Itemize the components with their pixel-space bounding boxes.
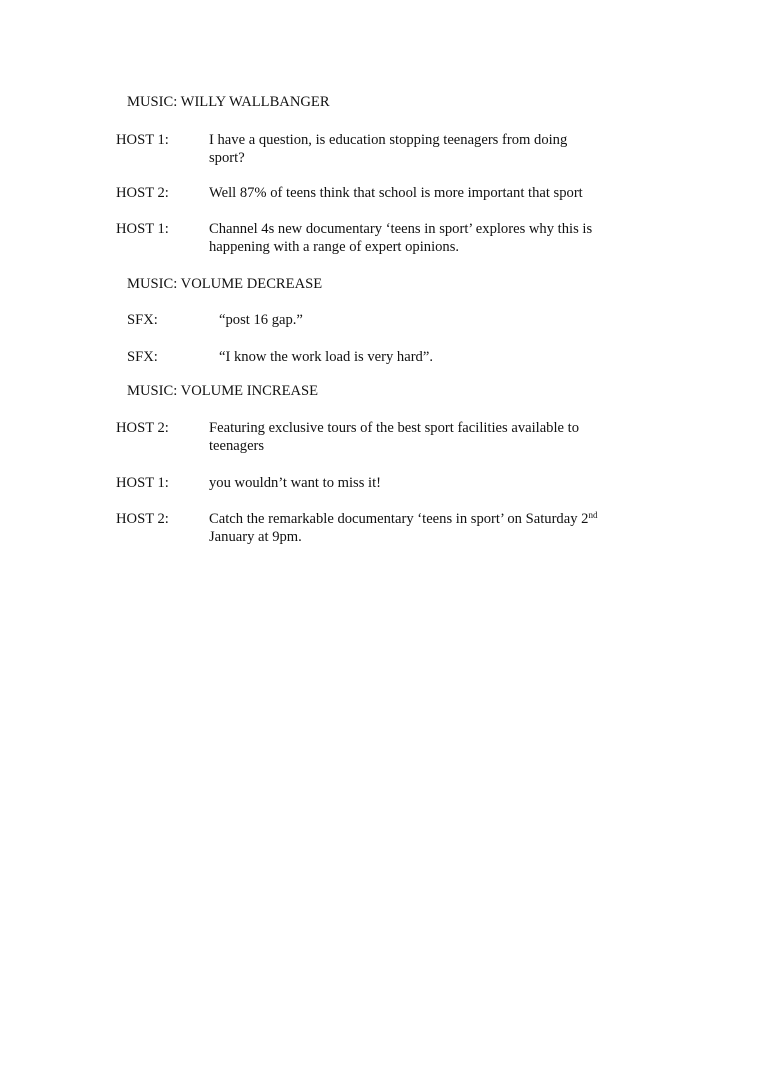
dialogue-text [209,131,567,167]
sfx-label: SFX: [127,349,158,365]
sfx-line-text: “I know the work load is very hard”. [219,349,433,365]
dialogue-line: Well 87% of teens think that school is more important that sport [209,185,583,201]
dialogue-line: Featuring exclusive tours of the best sport facilities available to [209,420,580,436]
dialogue-text [209,220,592,256]
dialogue-text [209,184,583,202]
cue-text: MUSIC: VOLUME INCREASE [127,383,319,399]
sfx-text [219,348,433,366]
cue-text: MUSIC: VOLUME DECREASE [127,276,323,292]
dialogue-text [209,510,597,546]
speaker-label: HOST 2: [116,185,169,201]
dialogue-text [209,419,579,455]
sfx-label: SFX: [127,312,158,328]
dialogue-line: January at 9pm. [209,529,302,545]
sfx-line-text: “post 16 gap.” [219,312,303,328]
dialogue-line: happening with a range of expert opinions. [209,239,460,255]
dialogue-line [209,510,597,528]
dialogue-line: you wouldn’t want to miss it! [209,475,382,491]
dialogue-line: sport? [209,150,245,166]
dialogue-text [209,474,381,492]
dialogue-line-text: Catch the remarkable documentary ‘teens in sport’ on Saturday 2 [209,511,589,527]
speaker-label: HOST 2: [116,511,169,527]
ordinal-suffix: nd [588,510,598,520]
dialogue-line: teenagers [209,438,265,454]
speaker-label: HOST 1: [116,221,169,237]
dialogue-line: I have a question, is education stopping teenagers from doing [209,132,568,148]
speaker-label: HOST 1: [116,132,169,148]
sfx-text [219,311,303,329]
speaker-label: HOST 1: [116,475,169,491]
speaker-label: HOST 2: [116,420,169,436]
cue-text: MUSIC: WILLY WALLBANGER [127,94,330,110]
dialogue-line: Channel 4s new documentary ‘teens in sport’ explores why this is [209,221,593,237]
